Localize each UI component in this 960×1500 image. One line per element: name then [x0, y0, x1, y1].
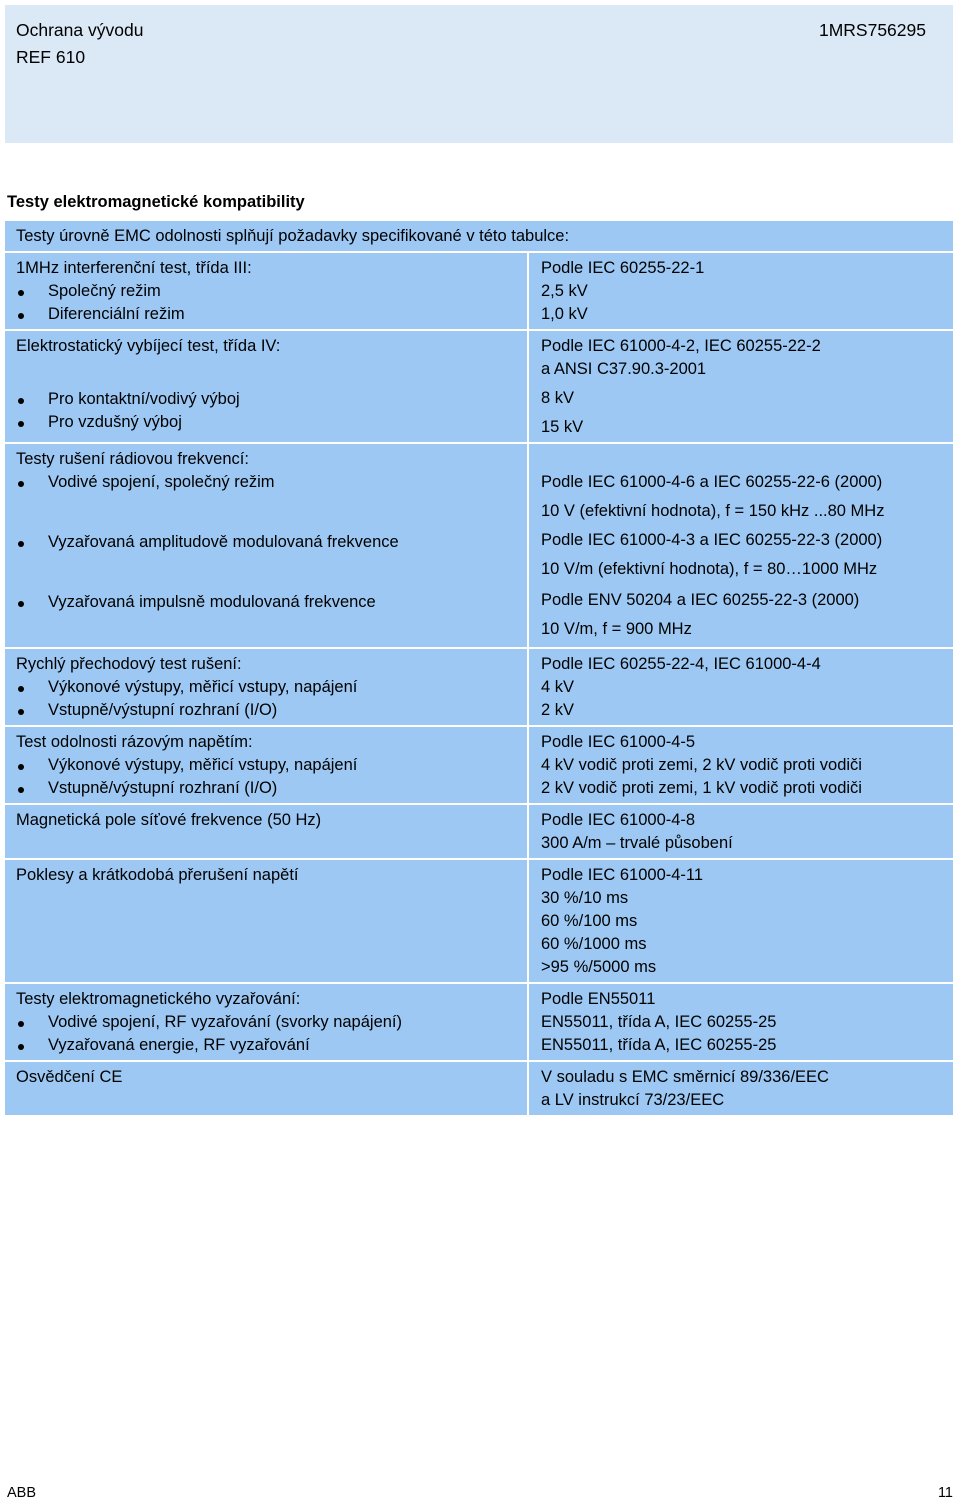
- table-row-left: [5, 727, 527, 803]
- list-item: Výkonové výstupy, měřicí vstupy, napájení: [16, 676, 517, 699]
- row-heading: Osvědčení CE: [16, 1068, 123, 1086]
- table-row-right: [529, 444, 953, 647]
- row-value: 4 kV: [541, 678, 575, 696]
- row-value: >95 %/5000 ms: [541, 958, 657, 976]
- list-item: Výkonové výstupy, měřicí vstupy, napájení: [16, 754, 517, 777]
- row-value: 10 V (efektivní hodnota), f = 150 kHz ...80 MHz: [541, 502, 885, 520]
- table-row-left: [5, 253, 527, 329]
- list-item: Diferenciální režim: [16, 303, 517, 326]
- row-value: Podle ENV 50204 a IEC 60255-22-3 (2000): [541, 591, 860, 609]
- row-value: 300 A/m – trvalé působení: [541, 834, 733, 852]
- row-value: 15 kV: [541, 418, 584, 436]
- row-value: Podle IEC 61000-4-2, IEC 60255-22-2: [541, 337, 821, 355]
- list-item: Pro kontaktní/vodivý výboj: [16, 388, 517, 411]
- table-row-right: [529, 331, 953, 442]
- row-value: 60 %/100 ms: [541, 912, 638, 930]
- product-name: Ochrana vývodu: [16, 20, 144, 40]
- emc-test-table: [5, 221, 953, 1115]
- document-id: 1MRS756295: [818, 20, 926, 40]
- row-value: Podle IEC 61000-4-8: [541, 811, 696, 829]
- row-value: Podle IEC 61000-4-11: [541, 866, 704, 884]
- section-title: Testy elektromagnetické kompatibility: [7, 193, 305, 211]
- row-value: 2,5 kV: [541, 282, 588, 300]
- row-value: 8 kV: [541, 389, 575, 407]
- row-value: Podle IEC 61000-4-6 a IEC 60255-22-6 (2000): [541, 473, 883, 491]
- row-value: 2 kV vodič proti zemi, 1 kV vodič proti vodiči: [541, 779, 862, 797]
- row-value: 1,0 kV: [541, 305, 588, 323]
- row-value: EN55011, třída A, IEC 60255-25: [541, 1036, 777, 1054]
- row-value: Podle IEC 60255-22-1: [541, 259, 705, 277]
- table-row-right: [529, 1062, 953, 1115]
- row-value: Podle EN55011: [541, 990, 656, 1008]
- row-heading: Rychlý přechodový test rušení:: [16, 655, 242, 673]
- product-model: REF 610: [16, 47, 86, 67]
- row-heading: Testy rušení rádiovou frekvencí:: [16, 450, 249, 468]
- row-value: EN55011, třída A, IEC 60255-25: [541, 1013, 777, 1031]
- table-row-left: [5, 649, 527, 725]
- table-row-right: [529, 253, 953, 329]
- row-heading: Testy elektromagnetického vyzařování:: [16, 990, 301, 1008]
- table-row-left: [5, 805, 527, 858]
- table-row-right: [529, 860, 953, 982]
- list-item: Vodivé spojení, společný režim: [16, 471, 517, 494]
- table-row-left: [5, 984, 527, 1060]
- table-row-left: [5, 860, 527, 982]
- list-item: Pro vzdušný výboj: [16, 411, 517, 434]
- table-intro: Testy úrovně EMC odolnosti splňují požadavky specifikované v této tabulce:: [5, 221, 953, 251]
- list-item: Vstupně/výstupní rozhraní (I/O): [16, 699, 517, 722]
- table-row-left: [5, 444, 527, 647]
- table-row-right: [529, 649, 953, 725]
- row-value: 10 V/m, f = 900 MHz: [541, 620, 692, 638]
- row-value: a LV instrukcí 73/23/EEC: [541, 1091, 725, 1109]
- row-heading: 1MHz interferenční test, třída III:: [16, 259, 252, 277]
- footer-company: ABB: [7, 1485, 37, 1500]
- list-item: Vstupně/výstupní rozhraní (I/O): [16, 777, 517, 800]
- row-value: 60 %/1000 ms: [541, 935, 647, 953]
- list-item: Vodivé spojení, RF vyzařování (svorky napájení): [16, 1011, 517, 1034]
- row-heading: Elektrostatický vybíjecí test, třída IV:: [16, 337, 281, 355]
- list-item: Vyzařovaná amplitudově modulovaná frekvence: [16, 531, 517, 554]
- row-value: 2 kV: [541, 701, 575, 719]
- table-row-right: [529, 984, 953, 1060]
- row-value: Podle IEC 60255-22-4, IEC 61000-4-4: [541, 655, 821, 673]
- list-item: Vyzařovaná energie, RF vyzařování: [16, 1034, 517, 1057]
- table-row-right: [529, 805, 953, 858]
- page-header: [5, 5, 953, 143]
- row-value: 10 V/m (efektivní hodnota), f = 80…1000 MHz: [541, 560, 878, 578]
- table-row-left: [5, 1062, 527, 1115]
- row-value: 30 %/10 ms: [541, 889, 629, 907]
- row-heading: Test odolnosti rázovým napětím:: [16, 733, 253, 751]
- page-number: 11: [937, 1485, 953, 1500]
- row-heading: Magnetická pole síťové frekvence (50 Hz): [16, 811, 322, 829]
- list-item: Vyzařovaná impulsně modulovaná frekvence: [16, 591, 517, 614]
- row-value: V souladu s EMC směrnicí 89/336/EEC: [541, 1068, 829, 1086]
- table-row-right: [529, 727, 953, 803]
- row-value: a ANSI C37.90.3-2001: [541, 360, 707, 378]
- table-row-left: [5, 331, 527, 442]
- row-value: Podle IEC 61000-4-3 a IEC 60255-22-3 (2000): [541, 531, 883, 549]
- row-value: Podle IEC 61000-4-5: [541, 733, 696, 751]
- row-value: 4 kV vodič proti zemi, 2 kV vodič proti vodiči: [541, 756, 862, 774]
- row-heading: Poklesy a krátkodobá přerušení napětí: [16, 866, 299, 884]
- list-item: Společný režim: [16, 280, 517, 303]
